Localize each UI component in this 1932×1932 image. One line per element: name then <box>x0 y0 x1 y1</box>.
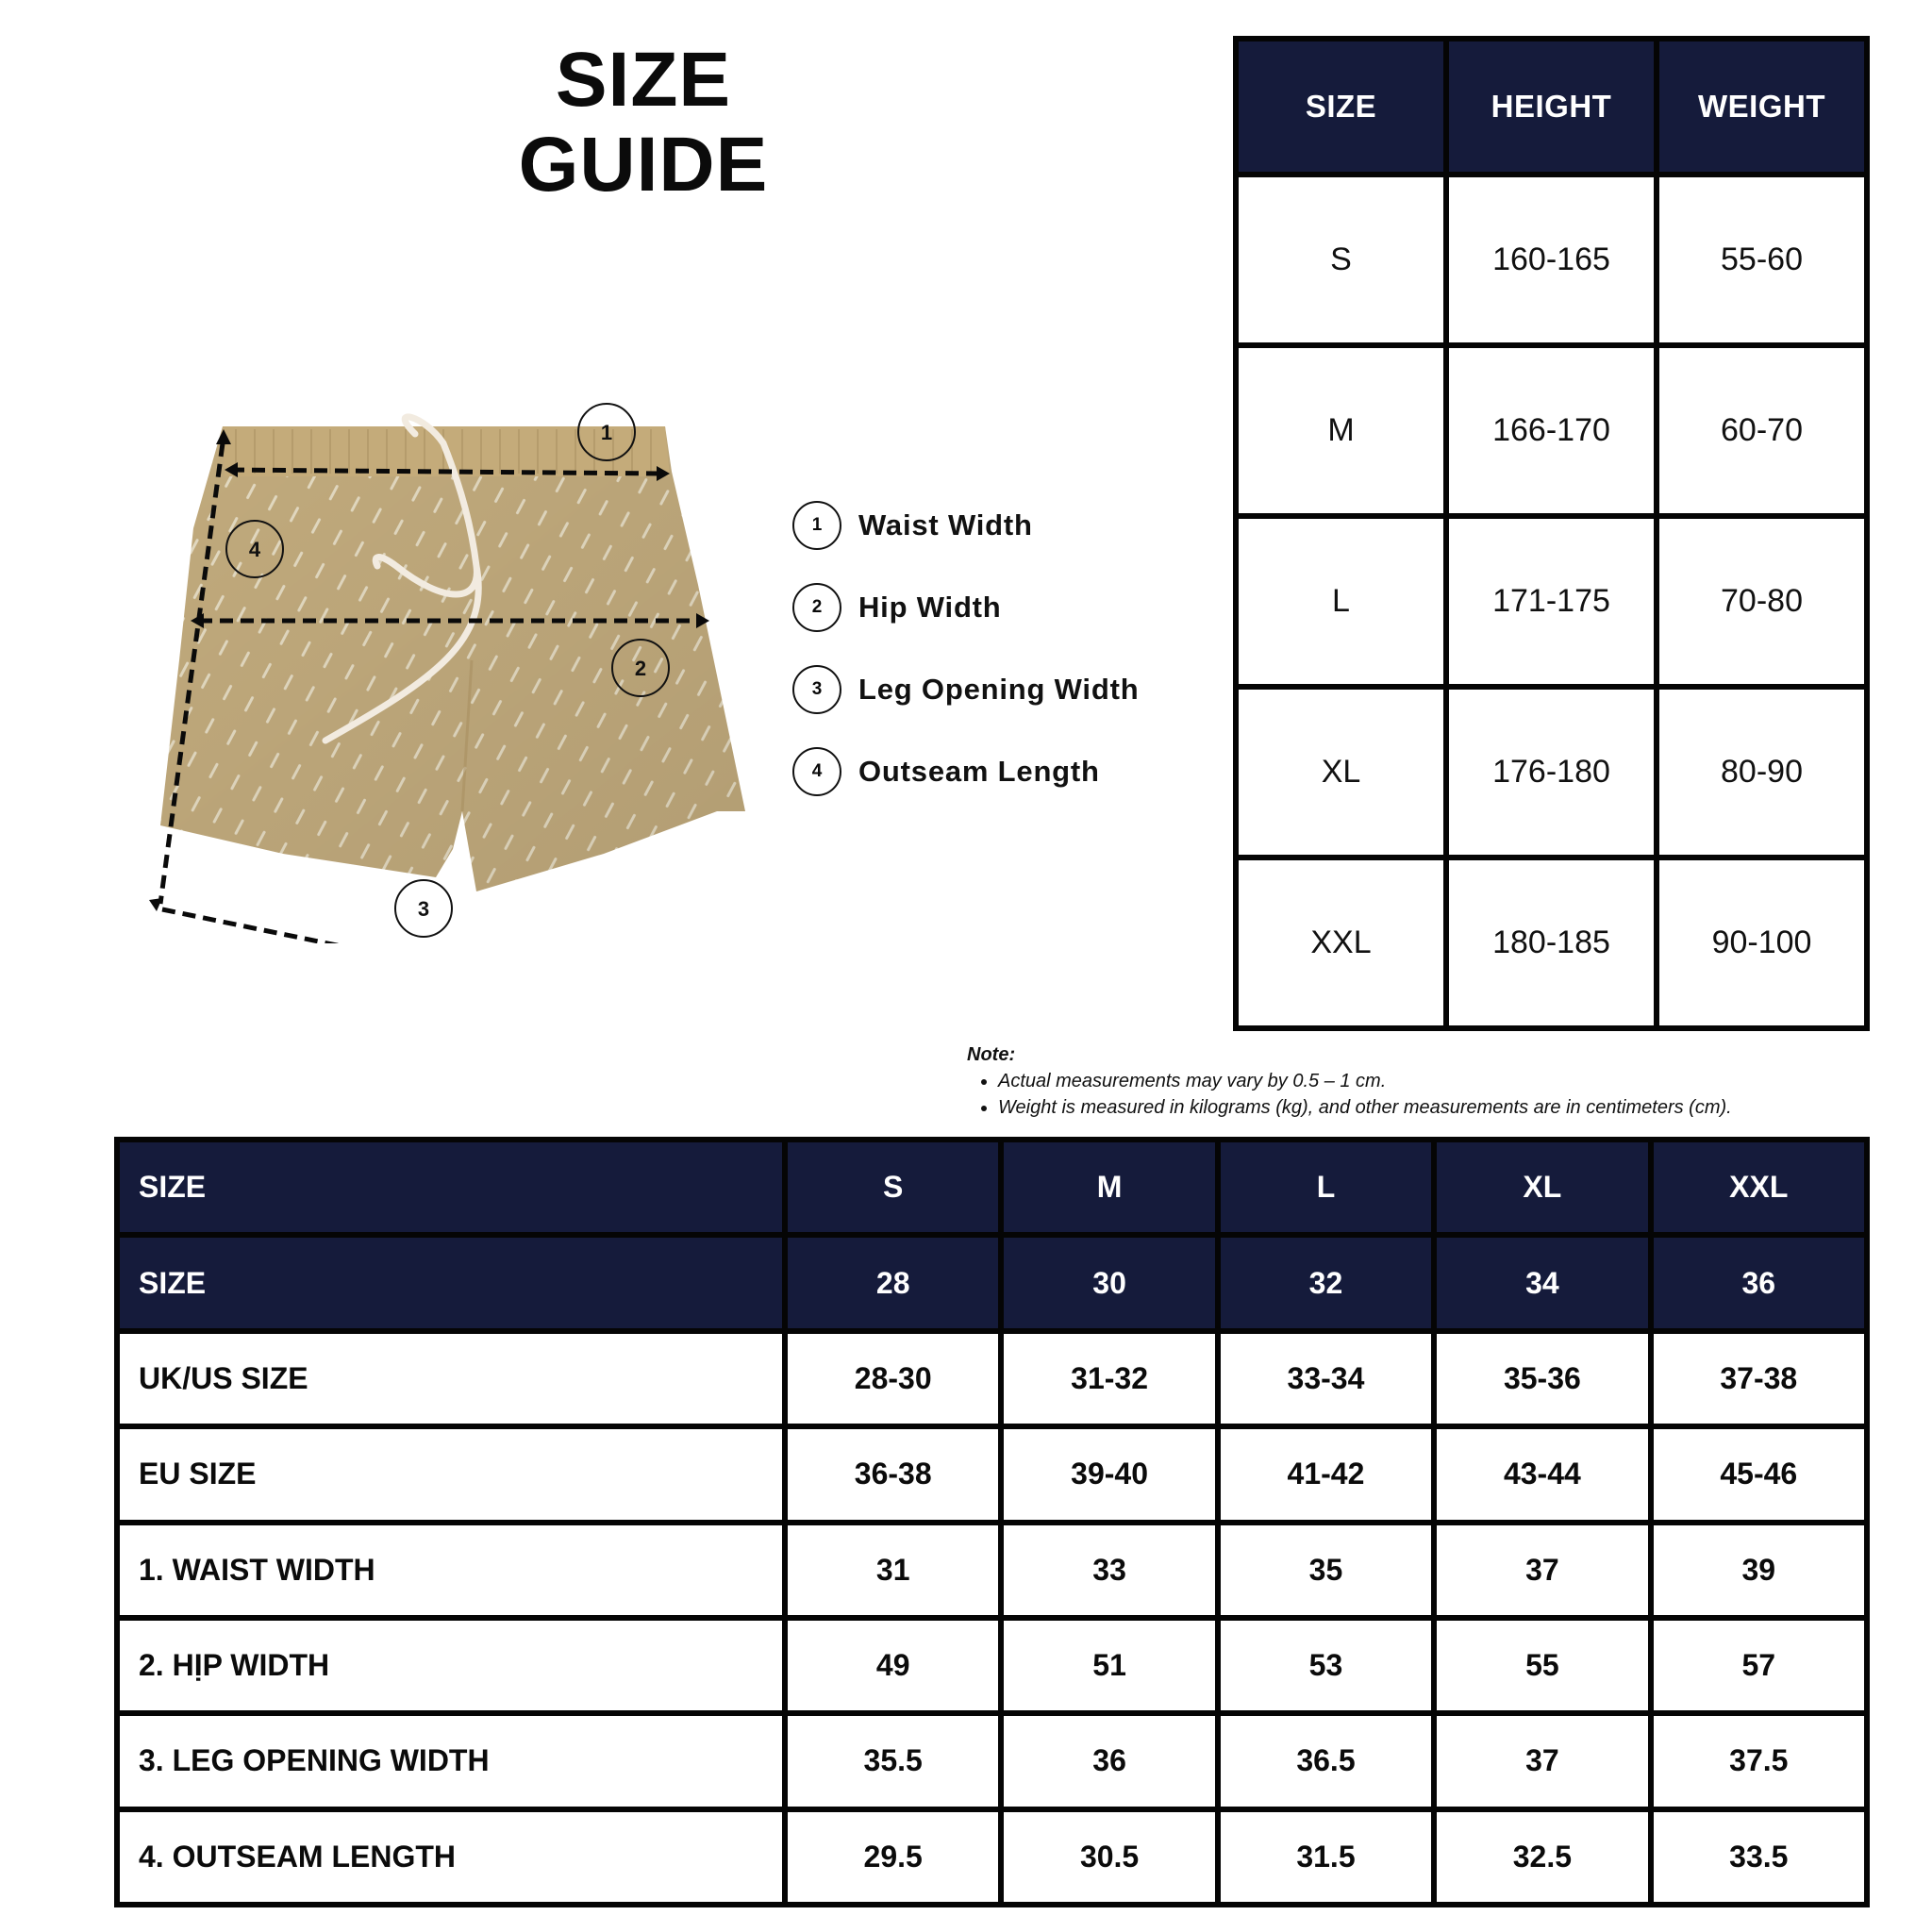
cell: 51 <box>1001 1618 1217 1713</box>
column-header-height: HEIGHT <box>1446 39 1657 175</box>
height-cell: 166-170 <box>1446 345 1657 516</box>
table-header-row <box>117 1235 1867 1330</box>
note-title: Note: <box>967 1044 1016 1065</box>
row-label: SIZE <box>117 1235 785 1330</box>
table-row <box>117 1523 1867 1618</box>
cell: 28 <box>785 1235 1001 1330</box>
column-header-xl: XL <box>1434 1140 1650 1235</box>
legend-item-waist <box>792 499 1033 552</box>
number-badge-icon: 2 <box>792 583 841 632</box>
cell: 36-38 <box>785 1426 1001 1522</box>
size-cell: XXL <box>1236 858 1446 1028</box>
column-header-size: SIZE <box>1236 39 1446 175</box>
height-cell: 176-180 <box>1446 687 1657 858</box>
cell: 29.5 <box>785 1809 1001 1905</box>
column-header-weight: WEIGHT <box>1657 39 1867 175</box>
cell: 37 <box>1434 1713 1650 1808</box>
table-row <box>1236 516 1867 687</box>
cell: 49 <box>785 1618 1001 1713</box>
table-row <box>117 1713 1867 1808</box>
height-cell: 160-165 <box>1446 175 1657 345</box>
row-label: 3. LEG OPENING WIDTH <box>117 1713 785 1808</box>
height-cell: 171-175 <box>1446 516 1657 687</box>
weight-cell: 80-90 <box>1657 687 1867 858</box>
page-title: SIZE GUIDE <box>518 37 769 208</box>
cell: 36 <box>1651 1235 1867 1330</box>
cell: 31-32 <box>1001 1331 1217 1426</box>
legend-item-hip <box>792 581 1002 634</box>
cell: 35 <box>1218 1523 1434 1618</box>
table-row <box>1236 858 1867 1028</box>
legend-label: Outseam Length <box>858 755 1100 788</box>
table-row <box>1236 345 1867 516</box>
table-row <box>1236 175 1867 345</box>
cell: 32 <box>1218 1235 1434 1330</box>
cell: 31.5 <box>1218 1809 1434 1905</box>
legend-label: Waist Width <box>858 508 1033 541</box>
size-cell: L <box>1236 516 1446 687</box>
cell: 41-42 <box>1218 1426 1434 1522</box>
table-row <box>1236 687 1867 858</box>
table-header-row <box>1236 39 1867 175</box>
cell: 30 <box>1001 1235 1217 1330</box>
cell: 32.5 <box>1434 1809 1650 1905</box>
cell: 36.5 <box>1218 1713 1434 1808</box>
note-item: • Actual measurements may vary by 0.5 – 1 cm. <box>998 1068 1732 1094</box>
legend-label: Leg Opening Width <box>858 673 1140 706</box>
column-header-m: M <box>1001 1140 1217 1235</box>
column-header-s: S <box>785 1140 1001 1235</box>
cell: 35.5 <box>785 1713 1001 1808</box>
column-header-l: L <box>1218 1140 1434 1235</box>
table-row <box>117 1426 1867 1522</box>
weight-cell: 70-80 <box>1657 516 1867 687</box>
cell: 31 <box>785 1523 1001 1618</box>
legend-label: Hip Width <box>858 591 1002 624</box>
cell: 33.5 <box>1651 1809 1867 1905</box>
row-label: 1. WAIST WIDTH <box>117 1523 785 1618</box>
cell: 37 <box>1434 1523 1650 1618</box>
cell: 53 <box>1218 1618 1434 1713</box>
garment-measurement-table <box>114 1137 1870 1907</box>
marker-1-label: 1 <box>600 421 613 444</box>
column-header-xxl: XXL <box>1651 1140 1867 1235</box>
cell: 33 <box>1001 1523 1217 1618</box>
cell: 37.5 <box>1651 1713 1867 1808</box>
legend-item-leg-opening <box>792 663 1139 716</box>
cell: 28-30 <box>785 1331 1001 1426</box>
cell: 43-44 <box>1434 1426 1650 1522</box>
row-label: 4. OUTSEAM LENGTH <box>117 1809 785 1905</box>
shorts-image <box>160 417 745 891</box>
cell: 39-40 <box>1001 1426 1217 1522</box>
cell: 57 <box>1651 1618 1867 1713</box>
cell: 36 <box>1001 1713 1217 1808</box>
note-item: • Weight is measured in kilograms (kg), and other measurements are in centimeters (cm). <box>998 1094 1732 1121</box>
table-header-row <box>117 1140 1867 1235</box>
shorts-diagram <box>0 0 943 943</box>
size-cell: M <box>1236 345 1446 516</box>
row-label: UK/US SIZE <box>117 1331 785 1426</box>
cell: 45-46 <box>1651 1426 1867 1522</box>
weight-cell: 90-100 <box>1657 858 1867 1028</box>
cell: 39 <box>1651 1523 1867 1618</box>
note-list <box>967 1068 1732 1121</box>
number-badge-icon: 3 <box>792 665 841 714</box>
table-row <box>117 1618 1867 1713</box>
table-row <box>117 1809 1867 1905</box>
height-cell: 180-185 <box>1446 858 1657 1028</box>
row-label: EU SIZE <box>117 1426 785 1522</box>
weight-cell: 55-60 <box>1657 175 1867 345</box>
row-label: SIZE <box>117 1140 785 1235</box>
leg-opening-arrow <box>162 909 447 943</box>
cell: 37-38 <box>1651 1331 1867 1426</box>
marker-4-label: 4 <box>248 538 261 561</box>
marker-3-label: 3 <box>417 897 430 921</box>
cell: 35-36 <box>1434 1331 1650 1426</box>
cell: 55 <box>1434 1618 1650 1713</box>
cell: 34 <box>1434 1235 1650 1330</box>
size-cell: XL <box>1236 687 1446 858</box>
number-badge-icon: 4 <box>792 747 841 796</box>
weight-cell: 60-70 <box>1657 345 1867 516</box>
cell: 33-34 <box>1218 1331 1434 1426</box>
cell: 30.5 <box>1001 1809 1217 1905</box>
number-badge-icon: 1 <box>792 501 841 550</box>
row-label: 2. HỊP WIDTH <box>117 1618 785 1713</box>
size-cell: S <box>1236 175 1446 345</box>
table-row <box>117 1331 1867 1426</box>
body-size-table <box>1233 36 1870 1031</box>
legend-item-outseam <box>792 745 1100 798</box>
measurement-note <box>967 1043 1732 1121</box>
marker-2-label: 2 <box>634 657 647 680</box>
